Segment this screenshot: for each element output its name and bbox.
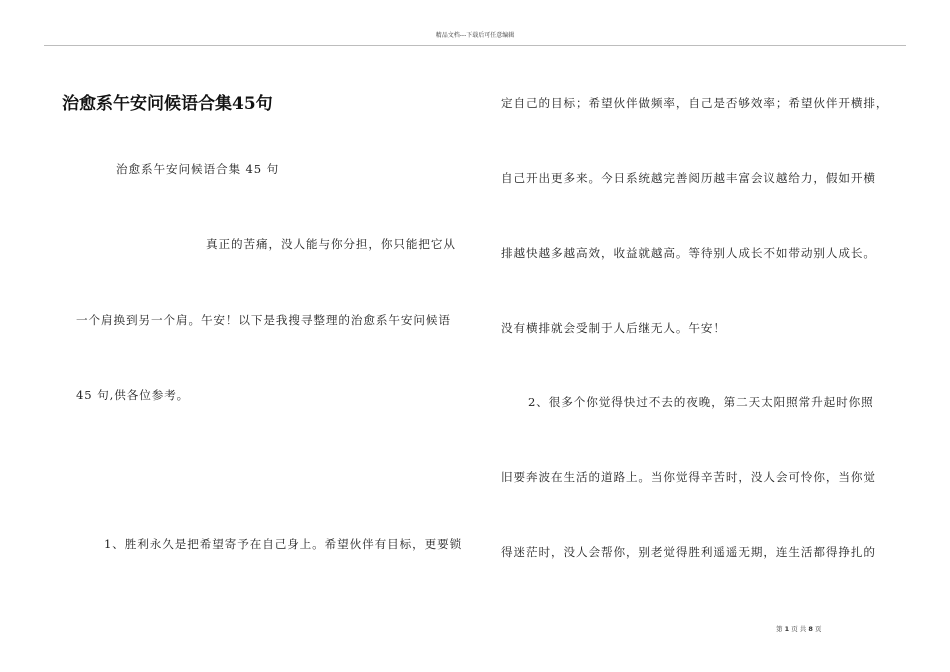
document-title: 治愈系午安问候语合集45句 — [62, 94, 273, 114]
item-1-first-line: 1、胜利永久是把希望寄予在自己身上。希望伙伴有目标，更要锁 — [104, 537, 463, 551]
current-page-number: 1 — [784, 625, 790, 633]
subtitle-line: 治愈系午安问候语合集 45 句 — [116, 162, 280, 176]
intro-line: 一个肩换到另一个肩。午安！以下是我搜寻整理的治愈系午安问候语 — [76, 313, 451, 327]
footer-prefix: 第 — [776, 625, 783, 633]
footer-middle: 页 共 — [791, 625, 807, 633]
body-line: 旧要奔波在生活的道路上。当你觉得辛苦时，没人会可怜你，当你觉 — [501, 470, 876, 484]
footer-suffix: 页 — [814, 625, 822, 633]
intro-line: 真正的苦痛，没人能与你分担，你只能把它从 — [206, 237, 456, 251]
body-line: 没有横排就会受制于人后继无人。午安！ — [501, 321, 726, 335]
body-line: 排越快越多越高效，收益就越高。等待别人成长不如带动别人成长。 — [501, 246, 876, 260]
page-header: 精品文档---下载后可任意编辑 — [435, 32, 515, 39]
body-line: 自己开出更多来。今日系统越完善阅历越丰富会议越给力，假如开横 — [501, 171, 876, 185]
total-page-count: 8 — [808, 625, 813, 633]
page-number-footer — [776, 624, 821, 633]
body-line: 定自己的目标；希望伙伴做频率，自己是否够效率；希望伙伴开横排， — [501, 96, 889, 110]
intro-line: 45 句,供各位参考。 — [76, 388, 190, 402]
body-line: 得迷茫时，没人会帮你，别老觉得胜利遥遥无期，连生活都得挣扎的 — [501, 545, 876, 559]
item-2-first-line: 2、很多个你觉得快过不去的夜晚，第二天太阳照常升起时你照 — [528, 395, 874, 409]
header-divider — [44, 45, 906, 46]
